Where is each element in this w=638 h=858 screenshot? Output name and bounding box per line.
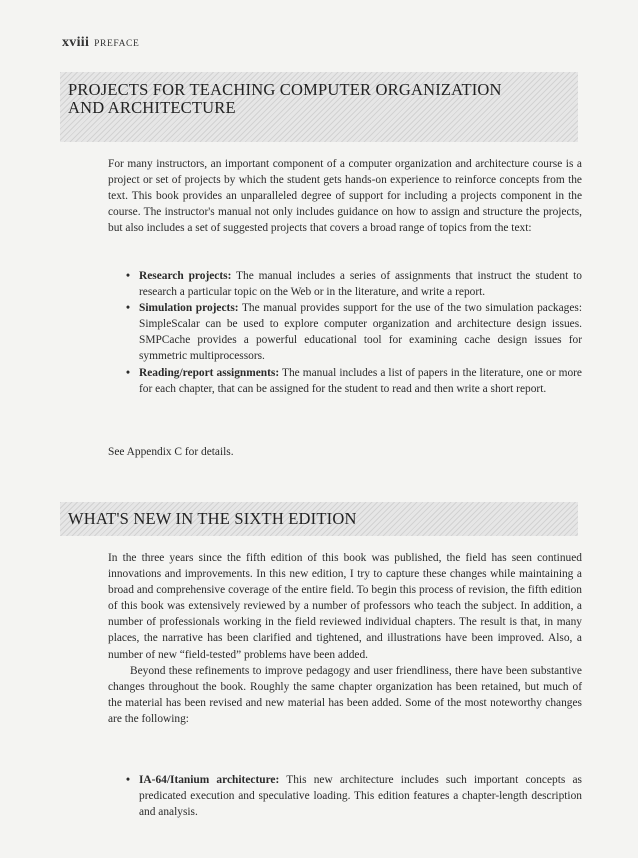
heading-line: PROJECTS FOR TEACHING COMPUTER ORGANIZATION — [68, 80, 502, 99]
see-appendix-note: See Appendix C for details. — [108, 446, 234, 458]
section-heading-band-projects — [60, 72, 578, 142]
bullet-icon: • — [126, 366, 130, 379]
bullet-icon: • — [126, 774, 130, 786]
bullet-text: The manual includes a list of papers in the literature, one or more for each chapter, that can be assigned for the student to read and then write a short report. — [139, 366, 582, 395]
running-head — [62, 34, 139, 51]
page-number: xviii — [62, 35, 90, 50]
running-head-label: PREFACE — [94, 39, 140, 49]
paragraph: Beyond these refinements to improve pedagogy and user friendliness, there have been substantive changes throughout the book. Roughly the same chapter organization has been retained, but much of the material has been revised and new material has been added. Some of the most noteworthy changes are the following: — [108, 664, 582, 725]
whats-new-bullet-list — [126, 772, 582, 820]
bullet-term: IA-64/Itanium architecture: — [139, 774, 280, 786]
list-item — [126, 365, 582, 397]
projects-intro-paragraph: For many instructors, an important component of a computer organization and architecture course is a project or set of projects by which the student gets hands-on experience to reinforce concepts from the text. This book provides an unparalleled degree of support for including a projects component in the course. The instructor's manual not only includes guidance on how to assign and structure the projects, but also includes a set of suggested projects that covers a broad range of topics from the text: — [108, 158, 582, 235]
bullet-icon: • — [126, 302, 130, 315]
bullet-term: Research projects: — [139, 270, 232, 282]
bullet-text: This new architecture includes such important concepts as predicated execution and speculative loading. This edition features a chapter-length description and analysis. — [139, 774, 582, 819]
list-item — [126, 300, 582, 364]
bullet-text: The manual includes a series of assignments that instruct the student to research a particular topic on the Web or in the literature, and write a report. — [139, 270, 582, 299]
list-item — [126, 772, 582, 820]
list-item — [126, 268, 582, 300]
section-heading-new: WHAT'S NEW IN THE SIXTH EDITION — [68, 509, 357, 528]
whats-new-body — [108, 550, 582, 727]
projects-bullet-list — [126, 268, 582, 397]
bullet-term: Simulation projects: — [139, 302, 239, 315]
paragraph: In the three years since the fifth edition of this book was published, the field has seen continued innovations and improvements. In this new edition, I try to capture these changes while maintaining a broad and comprehensive coverage of the entire field. To begin this process of revision, the fifth edition of this book was extensively reviewed by a number of professors who teach the subject. In addition, a number of professionals working in the field reviewed individual chapters. The result is that, in many places, the narrative has been clarified and tightened, and illustrations have been improved. Also, a number of new “field-tested” problems have been added. — [108, 552, 582, 661]
bullet-text: The manual provides support for the use of the two simulation packages: SimpleScalar can be used to explore computer organization and architecture design issues. SMPCache provides a powerful educational tool for examining cache design issues for symmetric multiprocessors. — [139, 302, 582, 363]
heading-line: AND ARCHITECTURE — [68, 98, 236, 117]
bullet-term: Reading/report assignments: — [139, 366, 280, 379]
bullet-icon: • — [126, 270, 130, 282]
section-heading-projects — [68, 81, 502, 117]
section-heading-band-new — [60, 502, 578, 536]
